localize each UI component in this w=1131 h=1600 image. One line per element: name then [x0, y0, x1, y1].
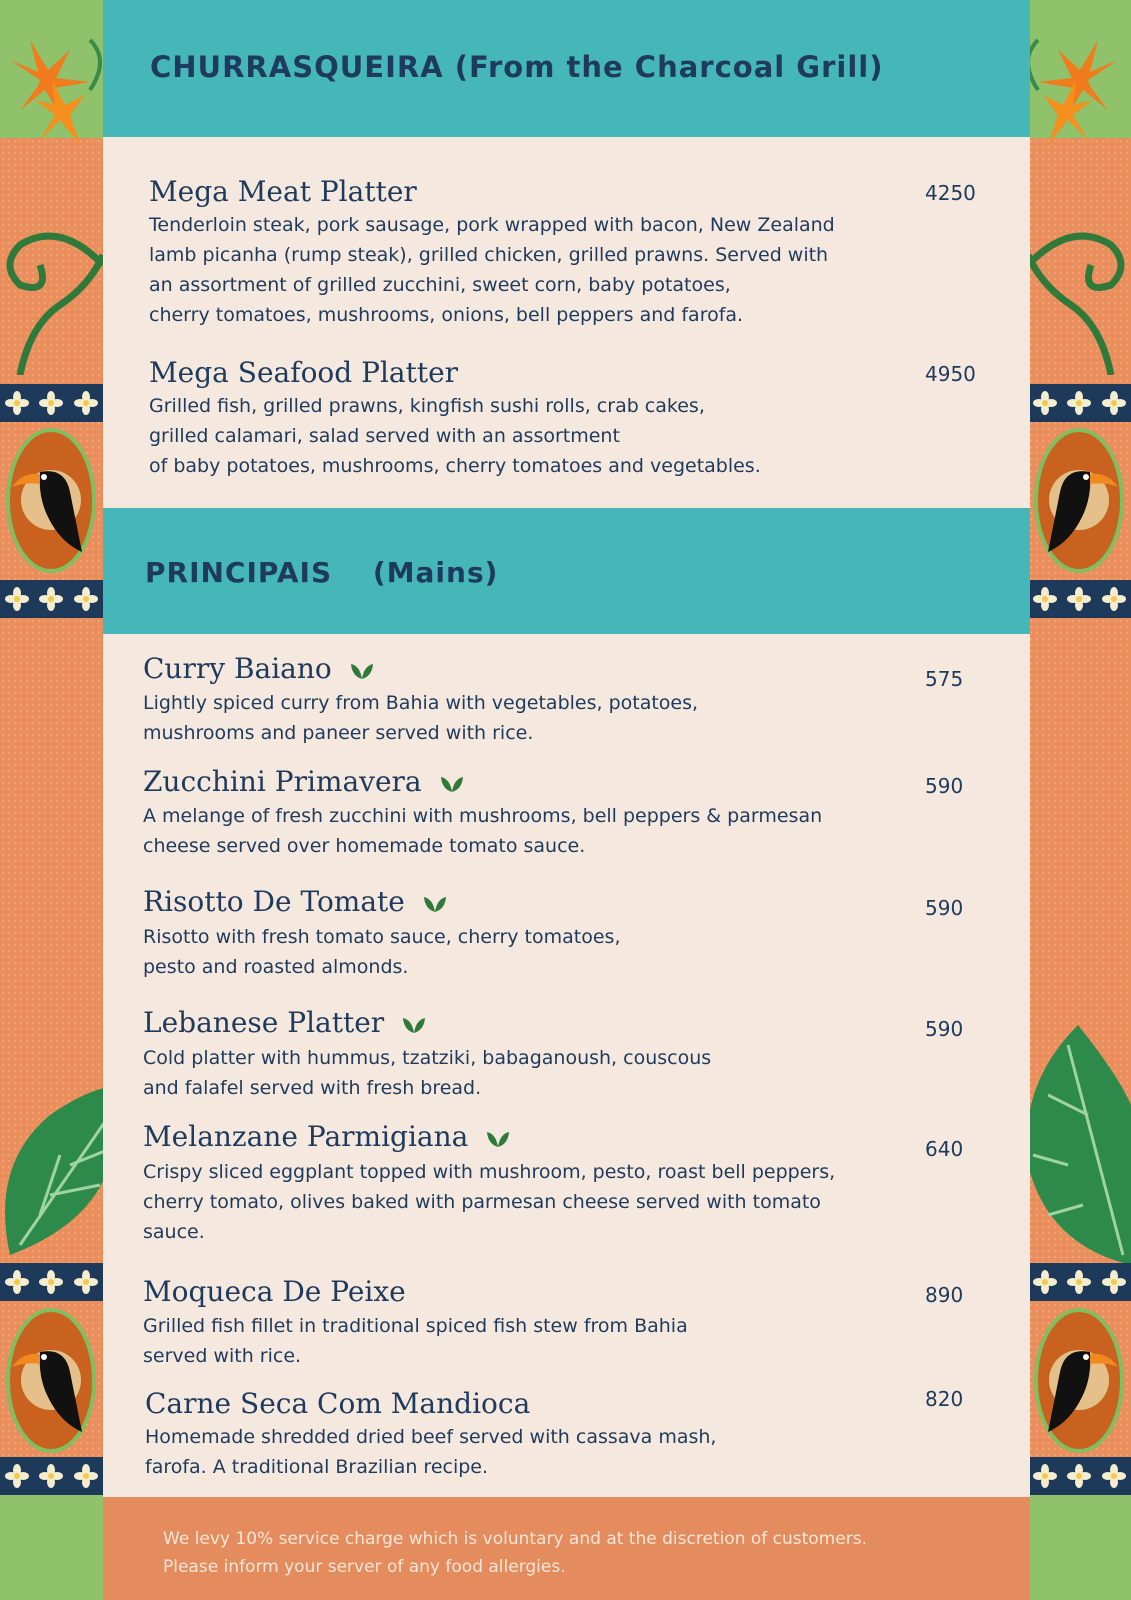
plumeria-icon — [5, 1464, 29, 1488]
description-line: Crispy sliced eggplant topped with mushroom, pesto, roast bell peppers, — [143, 1161, 836, 1183]
description-line: Lightly spiced curry from Bahia with vegetables, potatoes, — [143, 692, 699, 714]
item-price: 820 — [925, 1387, 964, 1411]
plumeria-icon — [1067, 1464, 1091, 1488]
description-line: A melange of fresh zucchini with mushrooms, bell peppers & parmesan — [143, 805, 823, 827]
flower-band — [1028, 1263, 1131, 1301]
flower-band — [0, 1457, 103, 1495]
leaf-icon — [423, 895, 447, 913]
leaf-icon — [440, 775, 464, 793]
description-line: served with rice. — [143, 1345, 302, 1367]
vine-icon — [0, 225, 103, 375]
item-name: Mega Meat Platter — [149, 175, 417, 208]
description-line: cherry tomato, olives baked with parmesan cheese served with tomato — [143, 1191, 821, 1213]
plumeria-icon — [1102, 587, 1126, 611]
plumeria-icon — [1102, 391, 1126, 415]
description-line: lamb picanha (rump steak), grilled chicken, grilled prawns. Served with — [149, 244, 829, 266]
item-name-text: Lebanese Platter — [143, 1006, 385, 1039]
item-price: 890 — [925, 1283, 964, 1307]
item-name — [143, 1120, 510, 1153]
description-line: Risotto with fresh tomato sauce, cherry tomatoes, — [143, 926, 621, 948]
description-line: of baby potatoes, mushrooms, cherry tomatoes and vegetables. — [149, 455, 761, 477]
leaf-icon — [402, 1016, 426, 1034]
vine-icon — [1028, 225, 1131, 375]
section-header-mains — [103, 508, 1030, 634]
item-price: 640 — [925, 1137, 964, 1161]
plumeria-icon — [74, 587, 98, 611]
flower-band — [1028, 384, 1131, 422]
item-name-text: Zucchini Primavera — [143, 765, 422, 798]
plumeria-icon — [1067, 391, 1091, 415]
toucan-icon — [10, 432, 92, 569]
toucan-icon — [1038, 432, 1120, 569]
description-line: cherry tomatoes, mushrooms, onions, bell peppers and farofa. — [149, 304, 744, 326]
item-price: 4250 — [925, 181, 976, 205]
item-description — [143, 1157, 835, 1247]
item-name: Moqueca De Peixe — [143, 1275, 406, 1308]
leaf-icon — [350, 662, 374, 680]
monstera-leaf-icon — [1028, 1015, 1131, 1265]
flower-band — [1028, 1457, 1131, 1495]
item-name — [143, 765, 464, 798]
description-line: Homemade shredded dried beef served with cassava mash, — [145, 1426, 717, 1448]
item-description — [149, 391, 761, 481]
leaf-icon — [486, 1130, 510, 1148]
description-line: farofa. A traditional Brazilian recipe. — [145, 1456, 489, 1478]
item-description — [145, 1422, 716, 1482]
allergy-note: Please inform your server of any food allergies. — [163, 1557, 566, 1577]
item-price: 575 — [925, 667, 964, 691]
item-name — [143, 885, 447, 918]
green-corner — [1028, 1495, 1131, 1600]
plumeria-icon — [39, 1270, 63, 1294]
item-description — [143, 1311, 688, 1371]
description-line: and falafel served with fresh bread. — [143, 1077, 482, 1099]
item-name: Carne Seca Com Mandioca — [145, 1387, 531, 1420]
item-price: 590 — [925, 774, 964, 798]
plumeria-icon — [1033, 1270, 1057, 1294]
plumeria-icon — [1033, 1464, 1057, 1488]
plumeria-icon — [1102, 1464, 1126, 1488]
plumeria-icon — [1067, 587, 1091, 611]
description-line: sauce. — [143, 1221, 205, 1243]
plumeria-icon — [1033, 587, 1057, 611]
right-decorative-border — [1028, 0, 1131, 1600]
item-price: 4950 — [925, 362, 976, 386]
plumeria-icon — [74, 1270, 98, 1294]
plumeria-icon — [1033, 391, 1057, 415]
plumeria-icon — [74, 391, 98, 415]
description-line: cheese served over homemade tomato sauce. — [143, 835, 586, 857]
plumeria-icon — [74, 1464, 98, 1488]
item-description — [143, 1043, 711, 1103]
item-description — [143, 688, 698, 748]
description-line: Grilled fish, grilled prawns, kingfish sushi rolls, crab cakes, — [149, 395, 705, 417]
toucan-medallion — [6, 428, 96, 573]
item-name — [143, 652, 374, 685]
description-line: Tenderloin steak, pork sausage, pork wrapped with bacon, New Zealand — [149, 214, 835, 236]
toucan-medallion — [1034, 428, 1124, 573]
plumeria-icon — [5, 587, 29, 611]
description-line: pesto and roasted almonds. — [143, 956, 409, 978]
description-line: Cold platter with hummus, tzatziki, babaganoush, couscous — [143, 1047, 712, 1069]
flower-band — [0, 580, 103, 618]
toucan-icon — [10, 1312, 92, 1449]
service-charge-note: We levy 10% service charge which is voluntary and at the discretion of customers. — [163, 1529, 867, 1549]
flower-band — [0, 384, 103, 422]
toucan-medallion — [1034, 1308, 1124, 1453]
description-line: mushrooms and paneer served with rice. — [143, 722, 534, 744]
section-header-grill — [103, 0, 1030, 137]
section-subtitle: (Mains) — [372, 556, 499, 589]
plumeria-icon — [39, 391, 63, 415]
description-line: grilled calamari, salad served with an assortment — [149, 425, 620, 447]
plumeria-icon — [5, 391, 29, 415]
description-line: an assortment of grilled zucchini, sweet corn, baby potatoes, — [149, 274, 731, 296]
plumeria-icon — [39, 587, 63, 611]
item-name: Mega Seafood Platter — [149, 356, 459, 389]
flower-band — [1028, 580, 1131, 618]
plumeria-icon — [1102, 1270, 1126, 1294]
item-name-text: Curry Baiano — [143, 652, 332, 685]
plumeria-icon — [5, 1270, 29, 1294]
item-name — [143, 1006, 426, 1039]
item-name-text: Melanzane Parmigiana — [143, 1120, 469, 1153]
footer — [103, 1497, 1030, 1600]
green-corner — [0, 1495, 103, 1600]
section-title-grill: CHURRASQUEIRA (From the Charcoal Grill) — [150, 50, 884, 84]
toucan-icon — [1038, 1312, 1120, 1449]
item-price: 590 — [925, 1017, 964, 1041]
section-title-text: PRINCIPAIS — [145, 556, 333, 589]
item-description — [149, 210, 835, 330]
item-description — [143, 922, 621, 982]
menu-panel — [103, 0, 1030, 1497]
item-description — [143, 801, 822, 861]
left-decorative-border — [0, 0, 103, 1600]
plumeria-icon — [1067, 1270, 1091, 1294]
toucan-medallion — [6, 1308, 96, 1453]
section-title-mains — [145, 556, 498, 589]
item-name-text: Risotto De Tomate — [143, 885, 405, 918]
item-price: 590 — [925, 896, 964, 920]
description-line: Grilled fish fillet in traditional spiced fish stew from Bahia — [143, 1315, 688, 1337]
plumeria-icon — [39, 1464, 63, 1488]
flower-band — [0, 1263, 103, 1301]
lily-flower-icon — [0, 20, 103, 160]
monstera-leaf-icon — [0, 1075, 103, 1265]
lily-flower-icon — [1028, 20, 1131, 160]
